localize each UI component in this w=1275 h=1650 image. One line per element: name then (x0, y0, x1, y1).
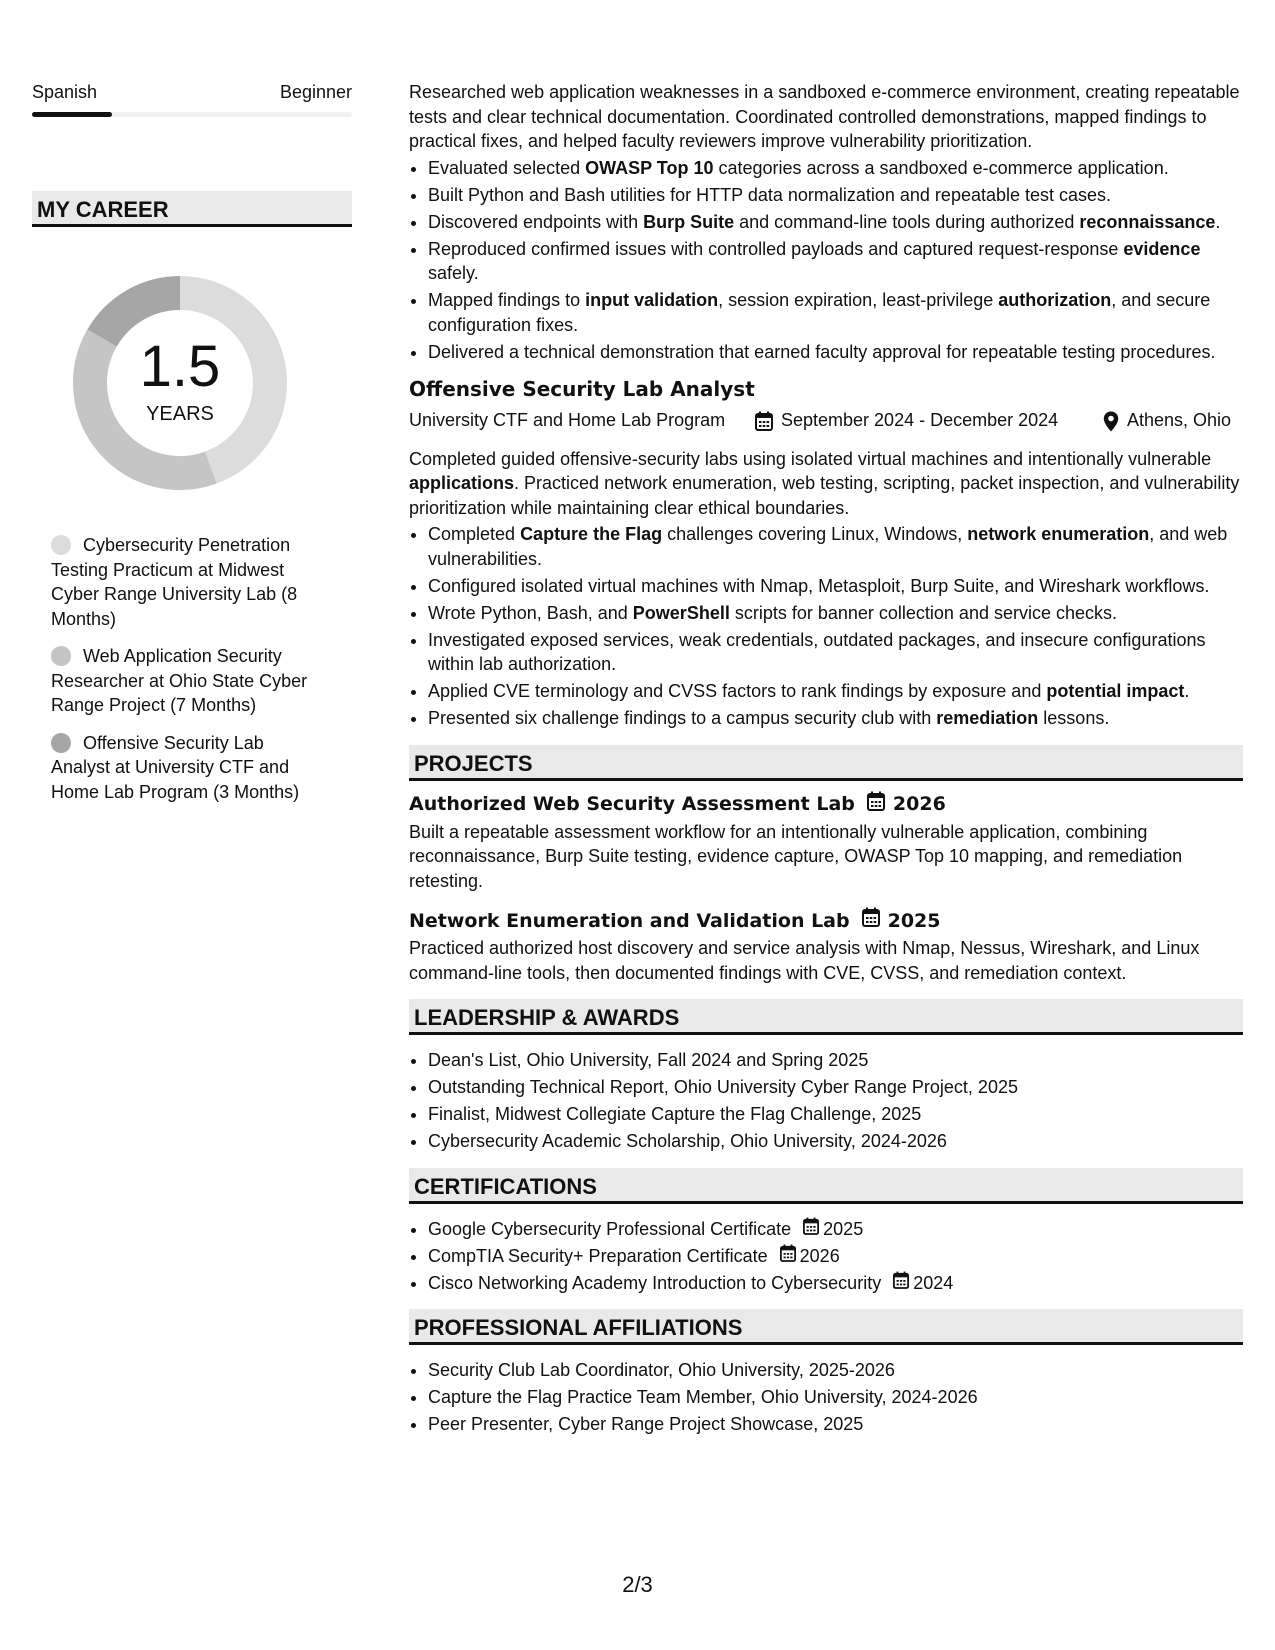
leadership-heading: LEADERSHIP & AWARDS (409, 999, 1243, 1035)
legend-dot (51, 733, 71, 753)
project-title: Network Enumeration and Validation Lab (409, 909, 850, 932)
list-item: • Outstanding Technical Report, Ohio University Cyber Range Project, 2025 (428, 1075, 1243, 1100)
calendar-icon (803, 1217, 819, 1242)
affiliations-list (409, 1358, 1243, 1437)
certification-item (428, 1271, 1243, 1296)
language-level-bar (32, 112, 352, 117)
bullet-item: • Applied CVE terminology and CVSS factors to rank findings by exposure and potential impact. (428, 679, 1243, 704)
bullet-item: • Investigated exposed services, weak credentials, outdated packages, and insecure configurations within lab authorization. (428, 628, 1243, 677)
certifications-heading: CERTIFICATIONS (409, 1168, 1243, 1204)
bullet-item: • Presented six challenge findings to a campus security club with remediation lessons. (428, 706, 1243, 731)
certification-name: CompTIA Security+ Preparation Certificate (428, 1245, 768, 1266)
project-year: 2026 (892, 793, 946, 815)
career-total-years: 1.5 (139, 334, 221, 399)
bullet-item: • Completed Capture the Flag challenges covering Linux, Windows, network enumeration, and web vulnerabilities. (428, 522, 1243, 571)
certification-name: Cisco Networking Academy Introduction to Cybersecurity (428, 1272, 882, 1293)
project-item (409, 791, 1243, 894)
career-legend-item: Offensive Security Lab Analyst at University CTF and Home Lab Program (3 Months) (51, 732, 300, 802)
bullet-item: • Delivered a technical demonstration that earned faculty approval for repeatable testing procedures. (428, 340, 1243, 365)
list-item: • Peer Presenter, Cyber Range Project Showcase, 2025 (428, 1412, 1243, 1437)
projects-heading: PROJECTS (409, 745, 1243, 781)
bullet-item: • Built Python and Bash utilities for HTTP data normalization and repeatable test cases. (428, 183, 1243, 208)
legend-dot (51, 535, 71, 555)
calendar-icon (755, 411, 773, 438)
career-legend (51, 533, 321, 804)
job-description: Completed guided offensive-security labs using isolated virtual machines and intentionally vulnerable applications. Practiced network enumeration, web testing, scripting, packet inspection, and vulnerability prioritization while maintaining clear ethical boundaries. (409, 448, 1240, 518)
list-item: • Dean's List, Ohio University, Fall 2024 and Spring 2025 (428, 1048, 1243, 1073)
project-item (409, 907, 1243, 985)
donut-segment (102, 293, 180, 338)
certification-year: 2026 (799, 1245, 840, 1266)
list-item: • Capture the Flag Practice Team Member, Ohio University, 2024-2026 (428, 1385, 1243, 1410)
career-legend-item: Cybersecurity Penetration Testing Practicum at Midwest Cyber Range University Lab (8 Months) (51, 535, 298, 629)
bullet-item: • Configured isolated virtual machines with Nmap, Metasploit, Burp Suite, and Wireshark workflows. (428, 574, 1243, 599)
project-description: Built a repeatable assessment workflow for an intentionally vulnerable application, combining reconnaissance, Burp Suite testing, evidence capture, OWASP Top 10 mapping, and remediation retesting. (409, 821, 1183, 891)
language-level: Beginner (279, 82, 352, 102)
career-heading: MY CAREER (32, 191, 352, 227)
certification-name: Google Cybersecurity Professional Certificate (428, 1218, 792, 1239)
calendar-icon (867, 791, 885, 818)
prev-job-bullets (409, 156, 1243, 365)
certifications-list (409, 1217, 1243, 1296)
page-number: 2/3 (622, 1572, 653, 1597)
list-item: • Security Club Lab Coordinator, Ohio University, 2025-2026 (428, 1358, 1243, 1383)
career-donut-chart (66, 269, 294, 497)
job-bullets (409, 522, 1243, 731)
bullet-item: • Wrote Python, Bash, and PowerShell scripts for banner collection and service checks. (428, 601, 1243, 626)
project-year: 2025 (887, 909, 941, 932)
bullet-item: • Evaluated selected OWASP Top 10 categories across a sandboxed e-commerce application. (428, 156, 1243, 181)
calendar-icon (893, 1271, 909, 1296)
left-column (32, 80, 352, 817)
certification-year: 2025 (823, 1218, 864, 1239)
language-item (32, 80, 352, 117)
job-company: University CTF and Home Lab Program (409, 410, 726, 430)
certification-year: 2024 (913, 1272, 954, 1293)
bullet-item: • Discovered endpoints with Burp Suite and command-line tools during authorized reconnaissance. (428, 210, 1243, 235)
job-location: Athens, Ohio (1103, 408, 1233, 439)
bullet-item: • Reproduced confirmed issues with controlled payloads and captured request-response evidence safely. (428, 237, 1243, 286)
map-pin-icon (1103, 411, 1119, 439)
project-description: Practiced authorized host discovery and service analysis with Nmap, Nessus, Wireshark, and Linux command-line tools, then documented findings with CVE, CVSS, and remediation context. (409, 938, 1200, 983)
calendar-icon (780, 1244, 796, 1269)
career-legend-item: Web Application Security Researcher at Ohio State Cyber Range Project (7 Months) (51, 646, 308, 715)
job-meta (409, 408, 1243, 439)
leadership-list (409, 1048, 1243, 1154)
affiliations-heading: PROFESSIONAL AFFILIATIONS (409, 1309, 1243, 1345)
language-level-fill (32, 112, 112, 117)
calendar-icon (862, 907, 880, 934)
certification-item (428, 1217, 1243, 1242)
right-column (409, 80, 1243, 1439)
list-item: • Finalist, Midwest Collegiate Capture the Flag Challenge, 2025 (428, 1102, 1243, 1127)
prev-job-description: Researched web application weaknesses in a sandboxed e-commerce environment, creating repeatable tests and clear technical documentation. Coordinated controlled demonstrations, mapped findings to practical fixes, and helped faculty reviewers improve vulnerability prioritization. (409, 82, 1240, 151)
career-total-unit: YEARS (146, 403, 214, 425)
certification-item (428, 1244, 1243, 1269)
bullet-item: • Mapped findings to input validation, session expiration, least-privilege authorization, and secure configuration fixes. (428, 288, 1243, 337)
job-title: Offensive Security Lab Analyst (409, 377, 755, 401)
project-title: Authorized Web Security Assessment Lab (409, 793, 855, 815)
legend-dot (51, 646, 71, 666)
list-item: • Cybersecurity Academic Scholarship, Ohio University, 2024-2026 (428, 1129, 1243, 1154)
language-name: Spanish (32, 82, 98, 102)
job-dates: September 2024 - December 2024 (755, 408, 1103, 439)
